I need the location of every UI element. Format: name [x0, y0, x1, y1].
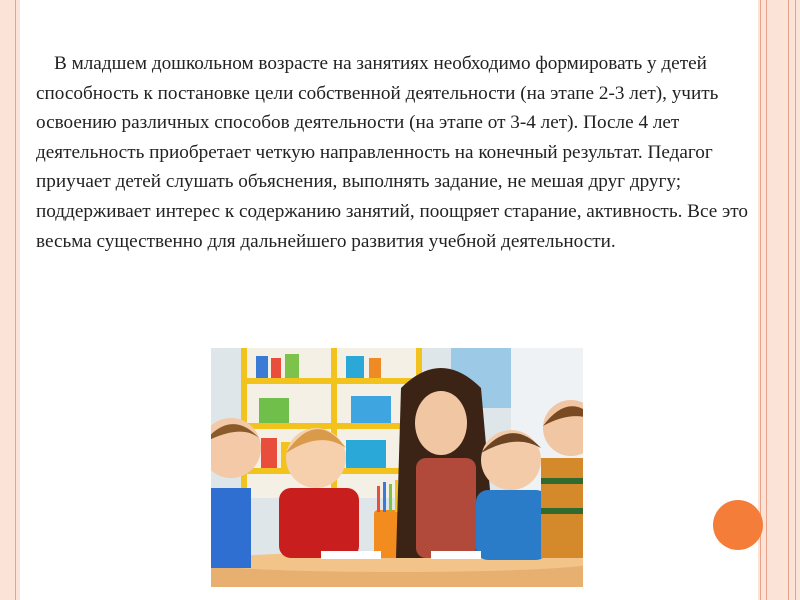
classroom-photo [211, 348, 583, 587]
orange-circle-decoration [713, 500, 763, 550]
slide-text-block [36, 49, 748, 256]
right-border-decoration [758, 0, 800, 600]
slide-paragraph: В младшем дошкольном возрасте на занятиях необходимо формировать у детей способность к постановке цели собственной деятельности (на этапе 2-3 лет), учить освоению различных способов деятельности (на этапе от 3-4 лет). После 4 лет деятельность приобретает четкую направленность на конечный результат. Педагог приучает детей слушать объяснения, выполнять задание, не мешая друг другу; поддерживает интерес к содержанию занятий, поощряет старание, активность. Все это весьма существенно для дальнейшего развития учебной деятельности. [36, 53, 748, 252]
left-border-decoration [0, 0, 20, 600]
